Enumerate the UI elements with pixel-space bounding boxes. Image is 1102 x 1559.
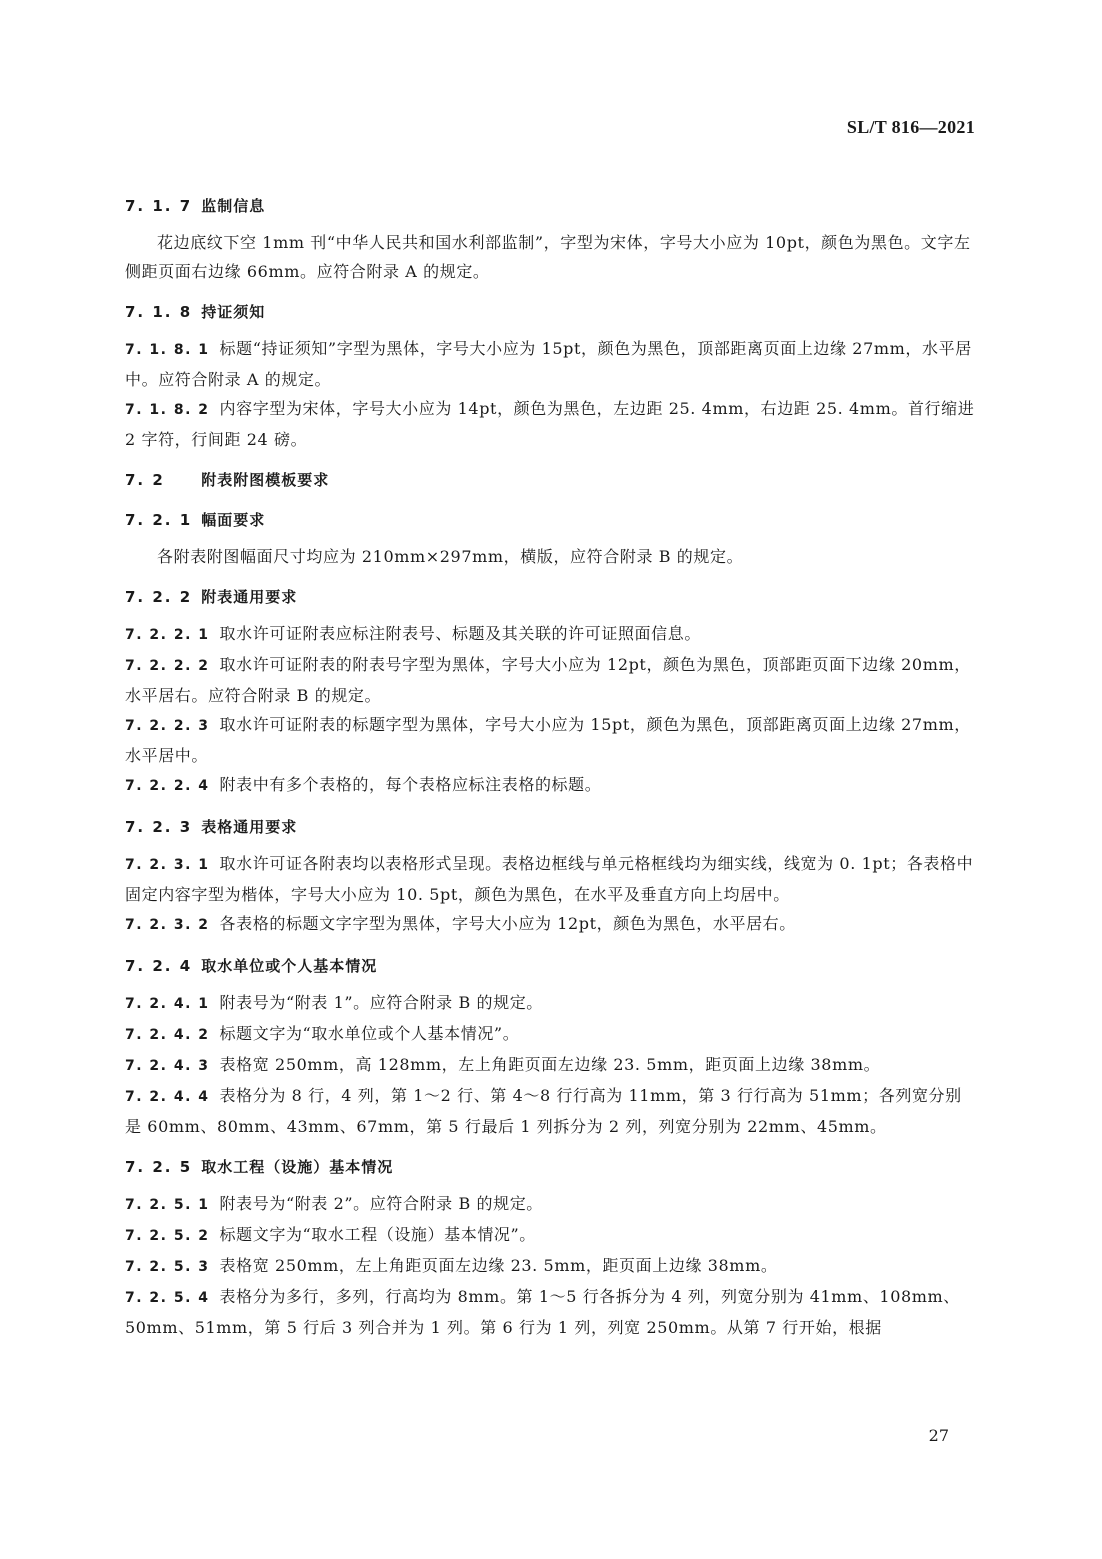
clause [125,1081,977,1141]
section-heading [125,506,977,534]
clause-number: 7. 2. 5. 1 [125,1197,210,1213]
section-title: 取水单位或个人基本情况 [201,957,378,975]
clause-text: 各表格的标题文字字型为黑体，字号大小应为 12pt，颜色为黑色，水平居右。 [219,914,796,933]
clause [125,909,977,940]
section-heading [125,298,977,326]
document-body [125,180,977,1342]
section-number: 7. 1. 8 [125,303,193,321]
section-title: 附表附图模板要求 [201,471,330,489]
clause-text: 取水许可证各附表均以表格形式呈现。表格边框线与单元格框线均为细实线，线宽为 0. 1pt；各表格中固定内容字型为楷体，字号大小应为 10. 5pt，颜色为黑色，在水平及垂直方向上均居中。 [125,854,974,904]
clause-text: 标题“持证须知”字型为黑体，字号大小应为 15pt，颜色为黑色，顶部距离页面上边缘 27mm，水平居中。应符合附录 A 的规定。 [125,339,972,389]
section-number: 7. 2. 3 [125,818,193,836]
clause-number: 7. 2. 3. 2 [125,917,210,933]
section-number: 7. 2. 4 [125,957,193,975]
section-title: 附表通用要求 [201,588,298,606]
clause-number: 7. 1. 8. 1 [125,342,210,358]
clause-number: 7. 2. 5. 3 [125,1259,210,1275]
clause [125,849,977,909]
clause-number: 7. 2. 5. 4 [125,1290,210,1306]
clause-number: 7. 1. 8. 2 [125,402,210,418]
section-title: 幅面要求 [201,511,266,529]
clause [125,710,977,770]
paragraph: 各附表附图幅面尺寸均应为 210mm×297mm，横版，应符合附录 B 的规定。 [157,547,744,566]
section-number: 7. 1. 7 [125,197,193,215]
section-heading [125,952,977,980]
clause-number: 7. 2. 3. 1 [125,857,210,873]
clause [125,1220,977,1251]
clause-number: 7. 2. 4. 4 [125,1089,210,1105]
section-title: 监制信息 [201,197,266,215]
clause [125,334,977,394]
clause [125,988,977,1019]
clause [125,650,977,710]
clause-number: 7. 2. 2. 2 [125,658,210,674]
clause [125,1251,977,1282]
section-title: 取水工程（设施）基本情况 [201,1158,394,1176]
clause-text: 附表中有多个表格的，每个表格应标注表格的标题。 [219,775,602,794]
section-number: 7. 2. 1 [125,511,193,529]
clause-text: 表格分为多行，多列，行高均为 8mm。第 1～5 行各拆分为 4 列，列宽分别为 41mm、108mm、50mm、51mm，第 5 行后 3 列合并为 1 列。第 6 行为 1 列，列宽 250mm。从第 7 行开始，根据 [125,1287,960,1337]
clause-text: 标题文字为“取水工程（设施）基本情况”。 [219,1225,536,1244]
clause-text: 取水许可证附表应标注附表号、标题及其关联的许可证照面信息。 [219,624,701,643]
clause-text: 附表号为“附表 1”。应符合附录 B 的规定。 [219,993,543,1012]
clause-number: 7. 2. 4. 1 [125,996,210,1012]
clause-text: 取水许可证附表的附表号字型为黑体，字号大小应为 12pt，颜色为黑色，顶部距页面下边缘 20mm，水平居右。应符合附录 B 的规定。 [125,655,971,705]
section-number: 7. 2. 5 [125,1158,193,1176]
clause-number: 7. 2. 2. 1 [125,627,210,643]
clause-text: 表格宽 250mm，左上角距页面左边缘 23. 5mm，距页面上边缘 38mm。 [219,1256,778,1275]
section-number: 7. 2 [125,471,165,489]
paragraph: 花边底纹下空 1mm 刊“中华人民共和国水利部监制”，字型为宋体，字号大小应为 10pt，颜色为黑色。文字左侧距页面右边缘 66mm。应符合附录 A 的规定。 [125,233,971,281]
clause-number: 7. 2. 5. 2 [125,1228,210,1244]
clause-number: 7. 2. 4. 2 [125,1027,210,1043]
clause-text: 表格分为 8 行，4 列，第 1～2 行、第 4～8 行行高为 11mm，第 3 行行高为 51mm；各列宽分别是 60mm、80mm、43mm、67mm，第 5 行最后 1 列拆分为 2 列，列宽分别为 22mm、45mm。 [125,1086,962,1136]
section-number: 7. 2. 2 [125,588,193,606]
section-title: 表格通用要求 [201,818,298,836]
clause [125,394,977,454]
clause [125,1282,977,1342]
clause-text: 附表号为“附表 2”。应符合附录 B 的规定。 [219,1194,543,1213]
clause-text: 内容字型为宋体，字号大小应为 14pt，颜色为黑色，左边距 25. 4mm，右边距 25. 4mm。首行缩进 2 字符，行间距 24 磅。 [125,399,975,449]
clause-number: 7. 2. 4. 3 [125,1058,210,1074]
clause [125,1189,977,1220]
clause-number: 7. 2. 2. 4 [125,778,210,794]
clause [125,619,977,650]
page-number: 27 [928,1426,949,1445]
clause-text: 标题文字为“取水单位或个人基本情况”。 [219,1024,520,1043]
section-heading [125,1153,977,1181]
clause-number: 7. 2. 2. 3 [125,718,210,734]
section-heading [125,466,977,494]
clause [125,770,977,801]
clause-text: 表格宽 250mm，高 128mm，左上角距页面左边缘 23. 5mm，距页面上边缘 38mm。 [219,1055,881,1074]
clause-text: 取水许可证附表的标题字型为黑体，字号大小应为 15pt，颜色为黑色，顶部距离页面上边缘 27mm，水平居中。 [125,715,971,765]
clause [125,1019,977,1050]
section-heading [125,583,977,611]
standard-code: SL/T 816—2021 [846,117,975,137]
section-heading [125,813,977,841]
clause [125,1050,977,1081]
section-title: 持证须知 [201,303,266,321]
section-heading [125,192,977,220]
